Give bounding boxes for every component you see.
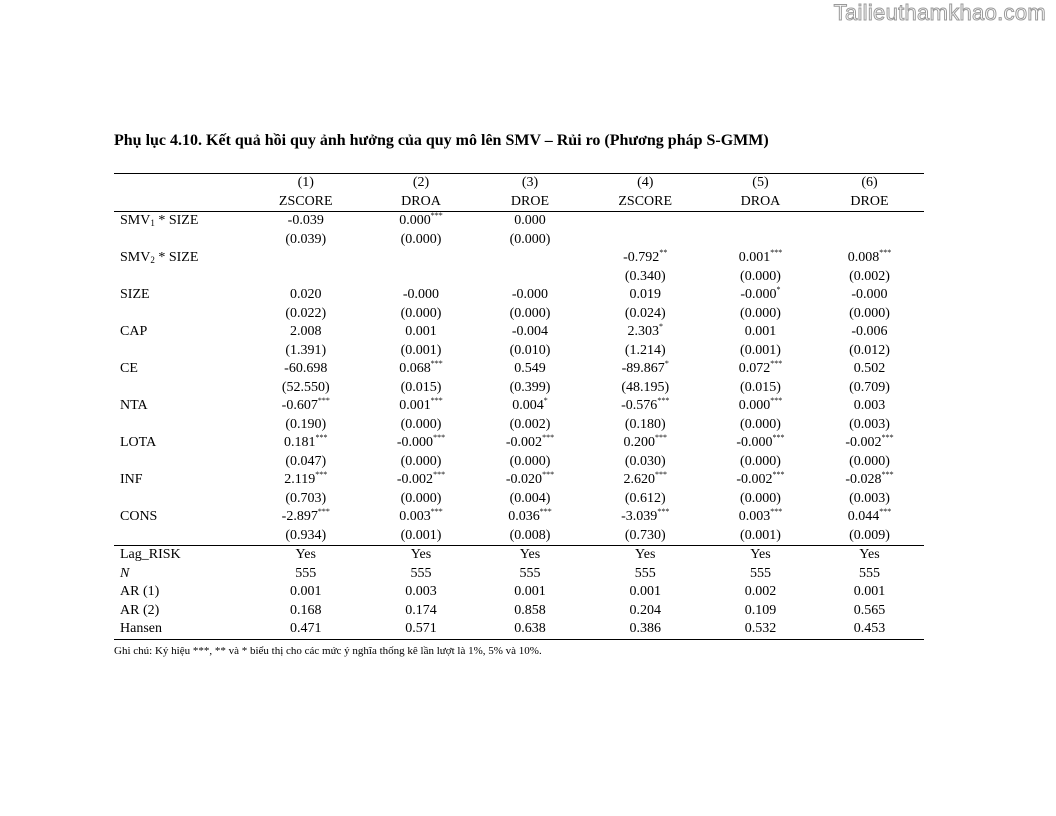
variable-name: LOTA [120,435,157,451]
coefficient-value: 2.008 [289,324,322,340]
standard-error-cell [584,231,705,250]
standard-error-cell: (0.047) [285,453,327,469]
coefficient-cell [815,471,924,490]
coefficient-cell [584,323,705,342]
coefficient-row [114,249,924,268]
coefficient-cell [815,434,924,453]
standard-error-cell: (0.000) [740,416,781,432]
coefficient-cell [366,397,475,416]
statistic-value: 0.001 [289,584,322,600]
standard-error-row [114,416,924,435]
coefficient-cell [584,249,705,268]
statistic-value: 555 [519,565,541,581]
standard-error-cell [366,268,475,287]
coefficient-cell [815,360,924,379]
column-name: ZSCORE [245,193,366,212]
standard-error-cell: (0.709) [849,379,890,395]
standard-error-cell: (0.004) [509,490,551,506]
coefficient-value: -0.006 [851,324,888,340]
statistic-value: 0.858 [514,602,546,618]
significance-stars: *** [881,470,894,480]
significance-stars: *** [433,470,446,480]
coefficient-cell [584,286,705,305]
standard-error-cell: (0.024) [624,305,666,321]
significance-stars: *** [539,507,552,517]
standard-error-cell: (0.180) [624,416,666,432]
standard-error-cell: (0.703) [285,490,327,506]
coefficient-cell [475,471,584,490]
coefficient-value: -0.000 [740,287,777,303]
coefficient-value: 0.001 [399,398,431,414]
standard-error-cell: (0.000) [740,453,781,469]
statistic-value: 0.001 [853,584,886,600]
standard-error-cell: (0.001) [400,342,442,358]
coefficient-row [114,212,924,231]
column-number: (5) [706,174,815,193]
blank-label [114,305,245,324]
standard-error-cell: (0.000) [509,231,551,247]
standard-error-row [114,379,924,398]
column-name-row [114,193,924,212]
standard-error-row [114,305,924,324]
coefficient-cell [475,286,584,305]
coefficient-value: -3.039 [621,509,658,525]
statistic-value: 555 [295,565,317,581]
coefficient-cell [245,471,366,490]
variable-label [114,397,245,416]
statistic-value: Yes [815,546,924,565]
coefficient-cell [706,286,815,305]
coefficient-cell [706,323,815,342]
significance-stars: *** [315,470,328,480]
coefficient-value: -0.002 [845,435,882,451]
variable-name: INF [120,472,143,488]
variable-label [114,508,245,527]
coefficient-cell [706,471,815,490]
variable-subscript: 2 [150,255,155,266]
standard-error-cell: (1.214) [624,342,666,358]
coefficient-row [114,397,924,416]
coefficient-cell [584,508,705,527]
standard-error-cell: (0.730) [624,527,666,543]
standard-error-row [114,490,924,509]
coefficient-value: -0.000 [851,287,888,303]
coefficient-value: 0.004 [512,398,544,414]
statistic-value: 0.638 [475,620,584,639]
coefficient-cell [366,360,475,379]
significance-stars: *** [317,396,330,406]
coefficient-value: 2.620 [623,472,655,488]
coefficient-cell [245,397,366,416]
standard-error-row [114,268,924,287]
standard-error-cell: (0.612) [624,490,666,506]
header-blank [114,193,245,212]
standard-error-cell [706,231,815,250]
coefficient-value: -0.039 [287,213,324,229]
standard-error-cell: (0.000) [849,305,890,321]
significance-stars: *** [542,433,555,443]
significance-stars: * [664,359,669,369]
significance-stars: * [543,396,548,406]
coefficient-cell [366,286,475,305]
standard-error-cell: (0.000) [400,416,442,432]
coefficient-value: 0.001 [405,324,437,340]
coefficient-cell [706,434,815,453]
statistic-value: 0.168 [289,602,322,618]
coefficient-value: 0.000 [399,213,431,229]
coefficient-value: -0.020 [505,472,543,488]
significance-stars: *** [430,359,443,369]
variable-suffix: * SIZE [154,250,199,266]
coefficient-value: -60.698 [284,361,328,377]
standard-error-cell: (0.000) [740,490,781,506]
standard-error-cell: (0.003) [849,490,890,506]
coefficient-cell [245,508,366,527]
coefficient-row [114,286,924,305]
statistic-value: Yes [245,546,366,565]
coefficient-value: 2.119 [284,472,316,488]
coefficient-value: -0.792 [623,250,660,266]
significance-stars: *** [430,396,443,406]
coefficient-row [114,508,924,527]
coefficient-cell [245,212,366,231]
standard-error-cell: (0.000) [849,453,890,469]
significance-stars: *** [542,470,555,480]
coefficient-value: 0.001 [738,250,771,266]
significance-stars: ** [659,248,668,258]
significance-stars: *** [654,470,667,480]
variable-name: SIZE [120,287,150,303]
coefficient-value: 0.000 [738,398,771,414]
statistic-row [114,583,924,602]
column-number: (3) [475,174,584,193]
variable-name: CAP [120,324,148,340]
standard-error-cell: (0.015) [740,379,781,395]
standard-error-cell: (0.039) [285,231,327,247]
standard-error-cell: (0.010) [509,342,551,358]
coefficient-value: 0.000 [514,213,546,229]
coefficient-cell [475,212,584,231]
coefficient-cell [706,397,815,416]
standard-error-cell: (0.934) [285,527,327,543]
column-number: (2) [366,174,475,193]
coefficient-value: 0.181 [283,435,316,451]
column-name: DROE [475,193,584,212]
statistic-value: 0.453 [815,620,924,639]
standard-error-cell: (0.000) [740,305,781,321]
coefficient-cell [815,286,924,305]
coefficient-cell [245,360,366,379]
standard-error-cell: (0.003) [849,416,890,432]
coefficient-value: -0.002 [505,435,543,451]
significance-stars: *** [654,433,667,443]
coefficient-cell [706,212,815,231]
standard-error-cell: (0.340) [624,268,666,284]
coefficient-cell [366,508,475,527]
column-number: (4) [584,174,705,193]
statistic-value: 555 [858,565,880,581]
coefficient-value: -0.576 [621,398,658,414]
statistic-value: 0.571 [366,620,475,639]
statistic-value: 0.471 [245,620,366,639]
statistic-value: 555 [634,565,656,581]
coefficient-cell [706,508,815,527]
coefficient-cell [815,397,924,416]
standard-error-cell: (0.001) [400,527,442,543]
coefficient-value: 0.502 [853,361,886,377]
standard-error-cell: (0.002) [509,416,551,432]
coefficient-value: -0.607 [281,398,318,414]
coefficient-cell [245,323,366,342]
standard-error-cell: (48.195) [621,379,670,395]
coefficient-cell [475,360,584,379]
significance-stars: *** [657,507,670,517]
variable-name: CONS [120,509,158,525]
statistic-row [114,620,924,639]
standard-error-cell: (0.000) [509,453,551,469]
coefficient-value: -0.002 [736,472,773,488]
variable-subscript: 1 [150,218,155,229]
coefficient-value: -0.000 [402,287,440,303]
standard-error-cell: (0.022) [285,305,327,321]
statistic-value: 0.109 [744,602,777,618]
coefficient-value: 0.072 [738,361,771,377]
header-blank [114,174,245,193]
coefficient-value: 0.036 [508,509,540,525]
standard-error-cell [815,231,924,250]
variable-label [114,249,245,268]
blank-label [114,379,245,398]
statistic-value: 0.002 [744,584,777,600]
variable-label [114,212,245,231]
variable-label [114,471,245,490]
column-number: (1) [245,174,366,193]
column-number: (6) [815,174,924,193]
regression-table [114,173,924,640]
statistic-label: AR (1) [120,584,160,600]
footnote: Ghi chú: Ký hiệu ***, ** và * biểu thị cho các mức ý nghĩa thống kê lần lượt là 1%, 5% và 10%. [114,645,542,657]
significance-stars: * [658,322,663,332]
significance-stars: *** [770,507,783,517]
statistic-value: 0.003 [405,584,437,600]
variable-name: SMV [120,213,151,229]
significance-stars: *** [317,507,330,517]
coefficient-value: 0.044 [847,509,880,525]
statistic-value: 0.532 [706,620,815,639]
standard-error-cell: (1.391) [285,342,327,358]
coefficient-cell [366,471,475,490]
statistic-value: Yes [366,546,475,565]
coefficient-cell [245,249,366,268]
statistic-label: AR (2) [120,602,160,618]
coefficient-cell [815,508,924,527]
variable-label [114,434,245,453]
coefficient-value: 2.303 [627,324,659,340]
blank-label [114,527,245,546]
variable-suffix: * SIZE [154,213,199,229]
statistic-value: Yes [706,546,815,565]
standard-error-cell: (0.190) [285,416,327,432]
coefficient-value: -89.867 [621,361,665,377]
coefficient-cell [584,360,705,379]
significance-stars: * [776,285,781,295]
significance-stars: *** [770,359,783,369]
coefficient-cell [584,212,705,231]
coefficient-cell [245,286,366,305]
standard-error-row [114,527,924,546]
standard-error-cell: (0.000) [400,490,442,506]
standard-error-cell: (52.550) [281,379,330,395]
coefficient-value: 0.019 [629,287,661,303]
statistic-value: 0.001 [629,584,661,600]
coefficient-cell [366,212,475,231]
coefficient-row [114,471,924,490]
standard-error-cell: (0.000) [509,305,551,321]
table-body [114,212,924,640]
coefficient-cell [706,249,815,268]
standard-error-cell [475,268,584,287]
standard-error-cell: (0.009) [849,527,890,543]
standard-error-row [114,231,924,250]
standard-error-cell: (0.001) [740,527,781,543]
standard-error-cell: (0.008) [509,527,551,543]
coefficient-value: -0.004 [511,324,549,340]
coefficient-cell [584,397,705,416]
standard-error-cell: (0.000) [740,268,781,284]
coefficient-cell [475,508,584,527]
coefficient-cell [475,249,584,268]
coefficient-cell [366,323,475,342]
statistic-value: 0.174 [405,602,437,618]
significance-stars: *** [430,507,443,517]
standard-error-row [114,342,924,361]
significance-stars: *** [770,396,783,406]
coefficient-cell [815,212,924,231]
standard-error-cell: (0.001) [740,342,781,358]
statistic-value: Yes [475,546,584,565]
watermark-text: Tailieuthamkhao.com [833,0,1046,25]
coefficient-value: 0.008 [847,250,880,266]
coefficient-value: 0.003 [853,398,886,414]
statistic-row [114,565,924,584]
significance-stars: *** [772,433,785,443]
coefficient-cell [584,471,705,490]
blank-label [114,231,245,250]
coefficient-value: -0.000 [511,287,549,303]
significance-stars: *** [881,433,894,443]
standard-error-cell: (0.000) [400,231,442,247]
coefficient-value: -2.897 [281,509,318,525]
statistic-row [114,602,924,621]
statistic-value: 0.386 [584,620,705,639]
coefficient-value: 0.003 [399,509,431,525]
variable-label [114,286,245,305]
standard-error-cell: (0.002) [849,268,890,284]
significance-stars: *** [770,248,783,258]
statistic-label: N [120,565,130,581]
standard-error-cell: (0.000) [400,305,442,321]
statistic-value: Yes [584,546,705,565]
variable-name: SMV [120,250,151,266]
coefficient-value: -0.000 [396,435,434,451]
blank-label [114,453,245,472]
coefficient-value: 0.020 [289,287,322,303]
significance-stars: *** [879,507,892,517]
variable-label [114,360,245,379]
table-title: Phụ lục 4.10. Kết quả hồi quy ảnh hưởng của quy mô lên SMV – Rủi ro (Phương pháp S-GMM) [114,132,769,149]
coefficient-value: -0.000 [736,435,773,451]
blank-label [114,268,245,287]
coefficient-value: 0.003 [738,509,771,525]
coefficient-value: 0.068 [399,361,431,377]
standard-error-cell: (0.000) [400,453,442,469]
coefficient-cell [245,434,366,453]
column-name: DROE [815,193,924,212]
coefficient-row [114,323,924,342]
coefficient-cell [475,323,584,342]
standard-error-cell: (0.012) [849,342,890,358]
standard-error-row [114,453,924,472]
statistic-label: Hansen [114,620,245,639]
coefficient-cell [475,434,584,453]
statistic-value: 555 [749,565,771,581]
significance-stars: *** [430,211,443,221]
variable-name: NTA [120,398,148,414]
statistic-row [114,546,924,565]
significance-stars: *** [657,396,670,406]
standard-error-cell: (0.015) [400,379,442,395]
coefficient-cell [815,323,924,342]
variable-name: CE [120,361,138,377]
statistic-value: 0.204 [629,602,661,618]
column-name: ZSCORE [584,193,705,212]
coefficient-cell [815,249,924,268]
significance-stars: *** [772,470,785,480]
coefficient-row [114,360,924,379]
standard-error-cell: (0.399) [509,379,551,395]
blank-label [114,416,245,435]
variable-label [114,323,245,342]
statistic-label: Lag_RISK [114,546,245,565]
coefficient-row [114,434,924,453]
statistic-value: 0.001 [514,584,546,600]
coefficient-value: 0.200 [623,435,655,451]
coefficient-cell [584,434,705,453]
coefficient-cell [366,249,475,268]
coefficient-cell [706,360,815,379]
coefficient-value: -0.028 [845,472,882,488]
statistic-value: 555 [410,565,432,581]
statistic-value: 0.565 [853,602,886,618]
column-name: DROA [366,193,475,212]
significance-stars: *** [879,248,892,258]
coefficient-cell [475,397,584,416]
column-name: DROA [706,193,815,212]
significance-stars: *** [433,433,446,443]
column-number-row [114,174,924,193]
standard-error-cell: (0.030) [624,453,666,469]
coefficient-value: -0.002 [396,472,434,488]
significance-stars: *** [315,433,328,443]
coefficient-cell [366,434,475,453]
blank-label [114,342,245,361]
coefficient-value: 0.001 [744,324,777,340]
standard-error-cell [245,268,366,287]
coefficient-value: 0.549 [514,361,546,377]
blank-label [114,490,245,509]
